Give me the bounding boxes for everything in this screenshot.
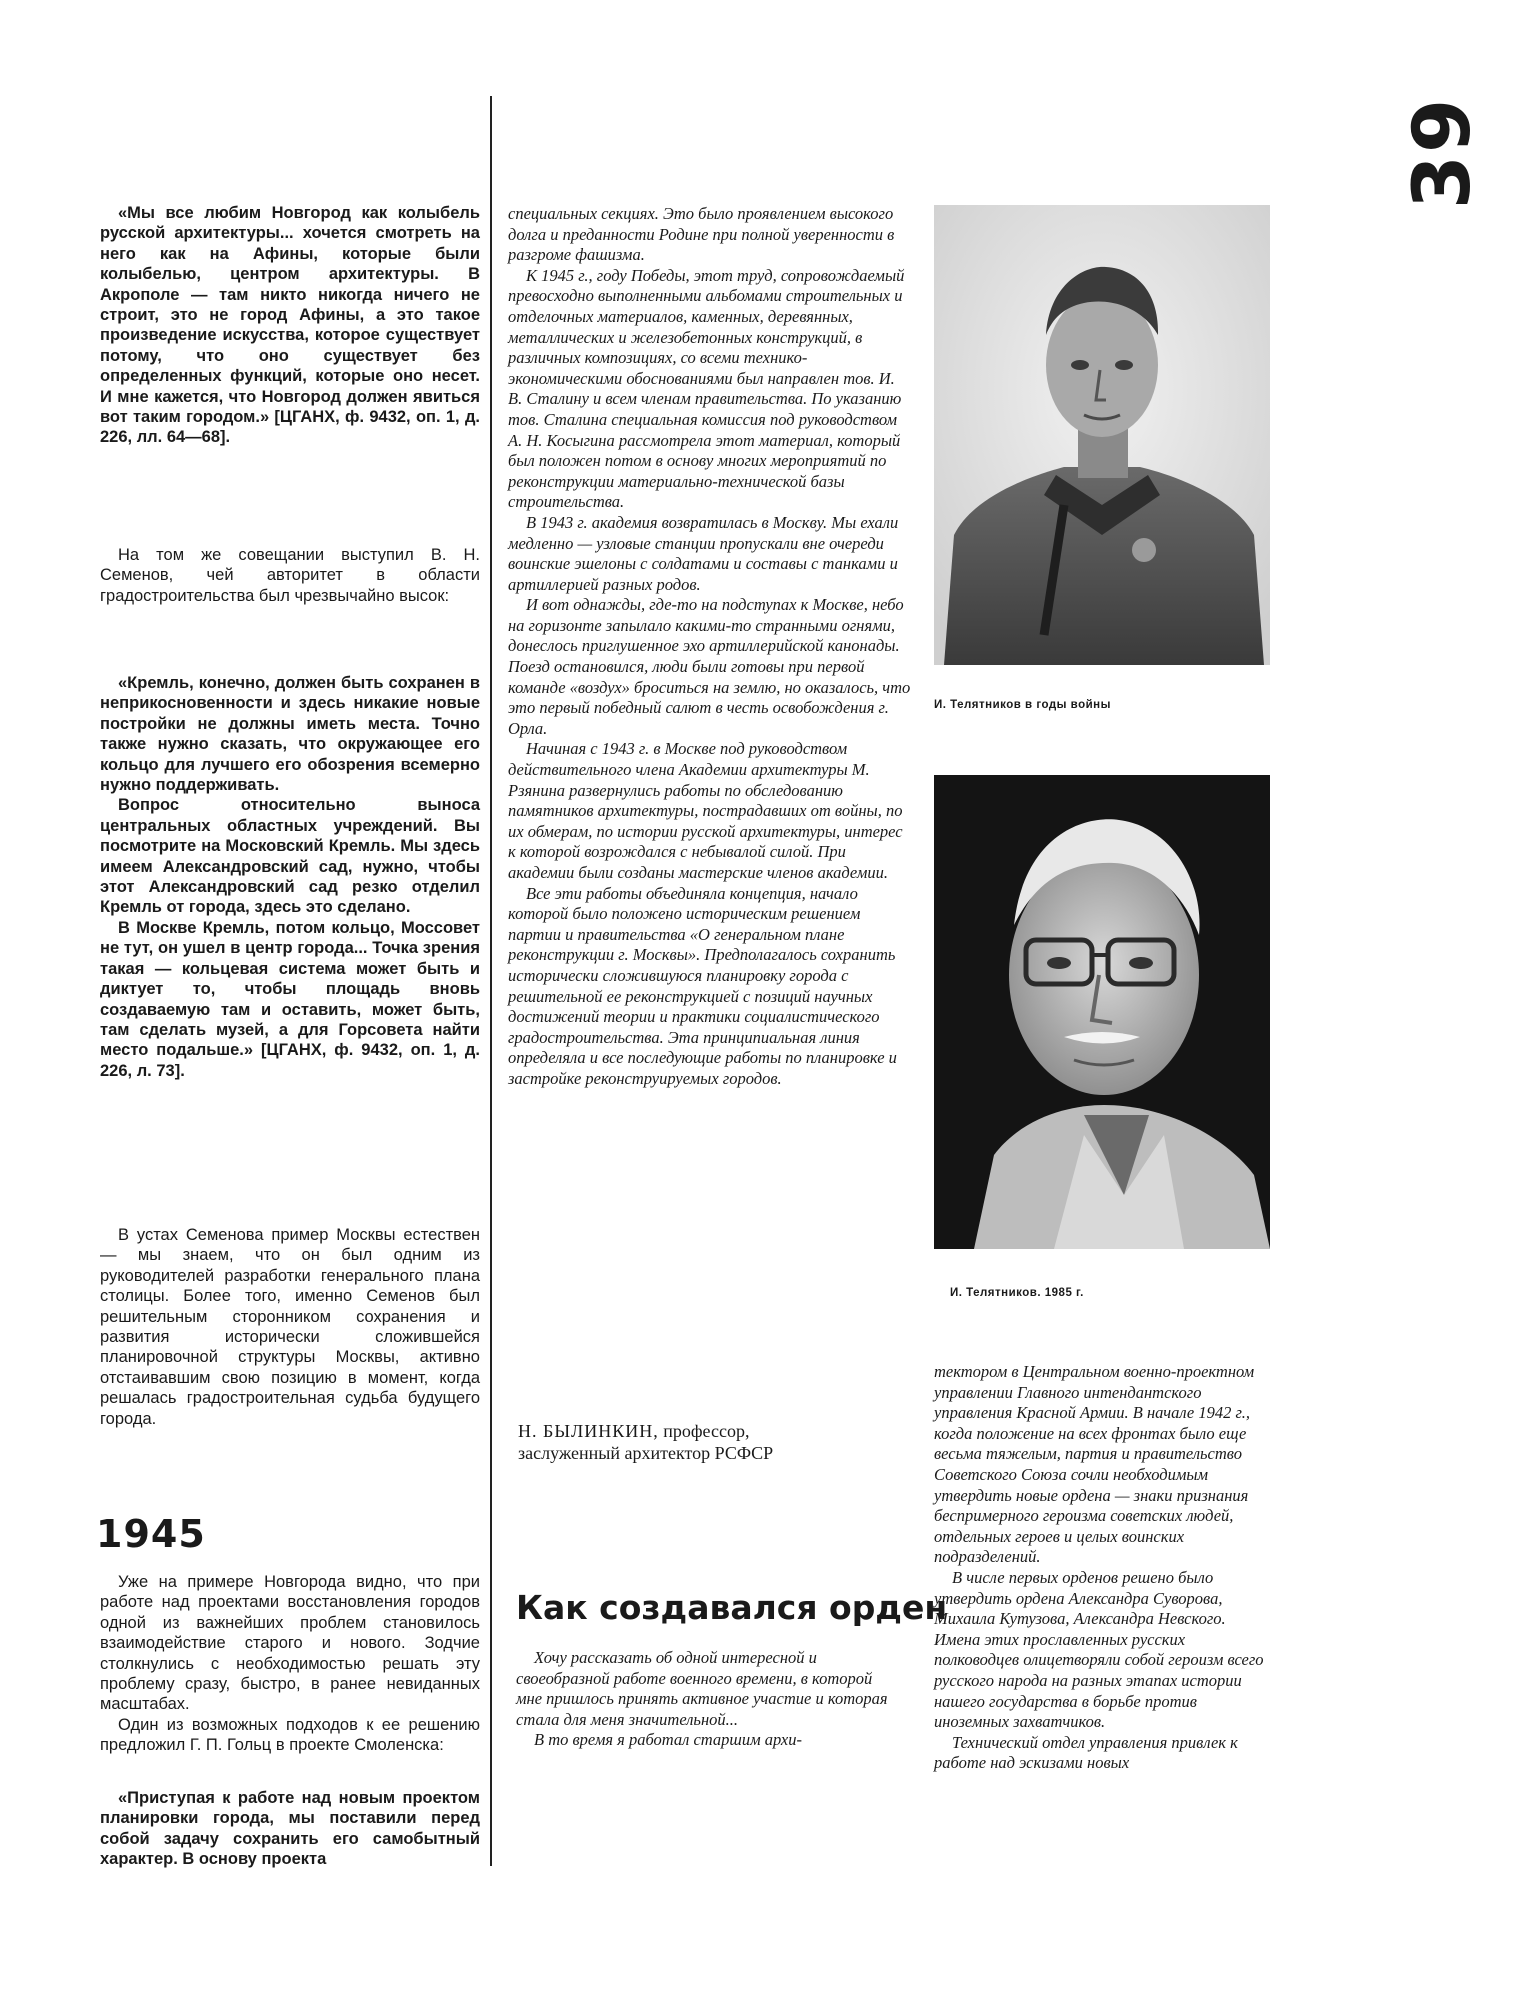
memoir-text: специальных секциях. Это было проявлением высокого долга и преданности Родине при полной уверенности в разгроме фашизма. К 1945 г., году Победы, этот труд, сопровождаемый превосходно выполненными альбомами строительных и отделочных материалов, каменных, деревянных, металлических и железобетонных конструкций, в различных композициях, со всеми технико-экономическими обоснованиями был направлен тов. И. В. Сталину и всем членам правительства. По указанию тов. Сталина специальная комиссия под руководством А. Н. Косыгина рассмотрела этот материал, который был положен потом в основу многих мероприятий по реконструкции материально-технической базы строительства. В 1943 г. академия возвратилась в Москву. Мы ехали медленно — узловые станции пропускали вне очереди воинские эшелоны с солдатами и составы с танками и артиллерией разных родов. И вот однажды, где-то на подступах к Москве, небо на горизонте запылало какими-то странными огнями, донеслось приглушенное эхо артиллерийской канонады. Поезд остановился, люди были готовы при первой команде «воздух» броситься на землю, но оказалось, что это первый победный салют в честь освобождения г. Орла. Начиная с 1943 г. в Москве под руководством действительного члена Академии архитектуры М. Рзянина развернулись работы по обследованию памятников архитектуры, пострадавших от войны, по их обмерам, по истории русской архитектуры, интерес к которой возрождался с небывалой силой. При академии были созданы мастерские членов академии. Все эти работы объединяла концепция, начало которой было положено историческим решением партии и правительства «О генеральном плане реконструкции г. Москвы». Предполагалось сохранить исторически сложившуюся планировку города с решительной ее реконструкцией с позиций научных достижений теории и практики социалистического градостроительства. Эта принципиальная линия определяла и все последующие работы по планировке и застройке реконструируемых городов. (508, 204, 911, 1088)
quote-novgorod: «Мы все любим Новгород как колыбель русской архитектуры... хочется смотреть на него как на Афины, которые были колыбелью, центром архитектуры. В Акрополе — там никто никогда ничего не строит, это не город Афины, а это такое произведение искусства, которое существует потому, что оно существует без определенных функций, которые оно несет. И мне кажется, что Новгород должен явиться вот таким городом.» [ЦГАНХ, ф. 9432, оп. 1, д. 226, лл. 64—68]. (100, 204, 480, 447)
article-heading: Как создавался орден (516, 1588, 948, 1627)
paragraph-semenov-moscow: В устах Семенова пример Москвы естествен — мы знаем, что он был одним из руководителей разработки генерального плана столицы. Более того, именно Семенов был решительным сторонником сохранения и развития исторически сложившейся планировочной структуры Москвы, активно отстаивавшим свою позицию в момент, когда решалась градостроительная судьба будущего города. (100, 1226, 480, 1428)
paragraph-restoration: Уже на примере Новгорода видно, что при работе над проектами восстановления городов одной из важнейших проблем становилось взаимодействие старого и нового. Зодчие столкнулись с необходимостью решать эту проблему сразу, быстро, в ранее невиданных масштабах. Один из возможных подходов к ее решению предложил Г. П. Гольц в проекте Смоленска: (100, 1573, 480, 1755)
photo-telyatnikov-1985 (934, 775, 1270, 1249)
article-continuation: тектором в Центральном военно-проектном управлении Главного интендантского управления Красной Армии. В начале 1942 г., когда положение на всех фронтах было еще весьма тяжелым, партия и правительство Советского Союза сочли необходимым утвердить новые ордена — знаки признания беспримерного героизма советских людей, отдельных героев и целых воинских подразделений. В числе первых орденов решено было утвердить ордена Александра Суворова, Михаила Кутузова, Александра Невского. Имена этих прославленных русских полководцев олицетворяли собой героизм всего русского народа на разных этапах истории нашего государства в борьбе против иноземных захватчиков. Технический отдел управления привлек к работе над эскизами новых (934, 1362, 1264, 1773)
article-intro: Хочу рассказать об одной интересной и своеобразной работе военного времени, в которой мне пришлось принять активное участие и которая стала для меня значительной... В то время я работал старшим архи- (516, 1648, 888, 1750)
page-number: 39 (1398, 96, 1488, 210)
quote-kremlin: «Кремль, конечно, должен быть сохранен в неприкосновенности и здесь никакие новые постройки не должны иметь места. Точно также нужно сказать, что окружающее его кольцо для лучшего его обозрения всемерно нужно поддерживать. Вопрос относительно выноса центральных областных учреждений. Вы посмотрите на Московский Кремль. Мы здесь имеем Александровский сад, нужно, чтобы этот Александровский сад резко отделил Кремль от города, здесь это сделано. В Москве Кремль, потом кольцо, Моссовет не тут, он ушел в центр города... Точка зрения такая — кольцевая система может быть и диктует то, чтобы площадь вновь создаваемую там и оставить, может быть, там сделать музей, а для Горсовета найти место подальше.» [ЦГАНХ, ф. 9432, оп. 1, д. 226, л. 73]. (100, 674, 480, 1080)
portrait-young-officer (934, 205, 1270, 665)
author-signature: Н. БЫЛИНКИН, профессор, заслуженный архитектор РСФСР (518, 1421, 774, 1463)
portrait-elderly-man (934, 775, 1270, 1249)
caption-1985-photo: И. Телятников. 1985 г. (950, 1287, 1084, 1299)
column-divider (490, 96, 492, 1866)
quote-smolensk: «Приступая к работе над новым проектом планировки города, мы поставили перед собой задачу сохранить его самобытный характер. В основу проекта (100, 1789, 480, 1869)
section-heading-1945: 1945 (96, 1512, 206, 1556)
paragraph-semenov-intro: На том же совещании выступил В. Н. Семенов, чей авторитет в области градостроительства был чрезвычайно высок: (100, 546, 480, 605)
caption-war-photo: И. Телятников в годы войны (934, 699, 1111, 711)
photo-telyatnikov-war (934, 205, 1270, 665)
